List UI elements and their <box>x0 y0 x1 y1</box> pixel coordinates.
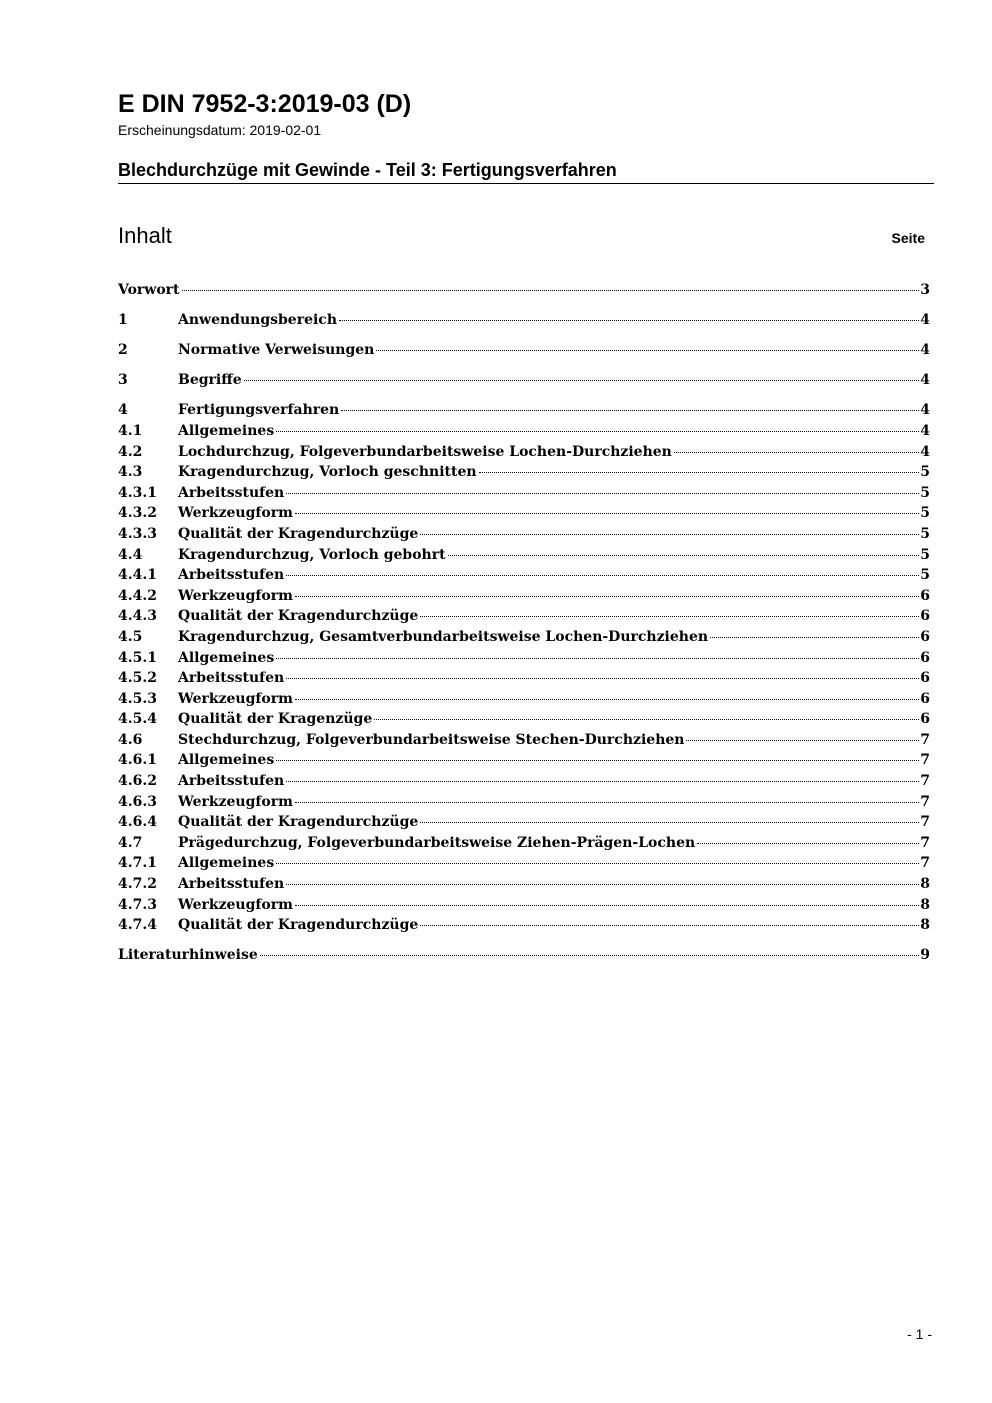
toc-entry-title: Kragendurchzug, Vorloch geschnitten <box>178 464 477 481</box>
toc-entry-number: 4.3.1 <box>118 484 157 501</box>
toc-entry-page: 7 <box>920 773 930 790</box>
toc-entry[interactable] <box>118 812 930 833</box>
toc-entry-title: Werkzeugform <box>178 690 293 707</box>
toc-entry-number: 4.7.3 <box>118 896 157 913</box>
toc-entry-page: 7 <box>920 855 930 872</box>
toc-heading: Inhalt <box>118 223 172 248</box>
toc-entry-page: 8 <box>920 896 930 913</box>
toc-entry-page: 6 <box>920 608 930 625</box>
toc-entry[interactable] <box>118 648 930 669</box>
toc-leader-dots <box>697 842 919 844</box>
toc-entry-number: 4.5.1 <box>118 649 157 666</box>
toc-entry-page: 8 <box>920 917 930 934</box>
toc-entry[interactable] <box>118 586 930 607</box>
toc-entry-title: Prägedurchzug, Folgeverbundarbeitsweise Ziehen-Prägen-Lochen <box>178 834 696 851</box>
toc-entry-number: 4.5.3 <box>118 690 157 707</box>
toc-entry-page: 4 <box>920 312 930 329</box>
toc-entry-number: 4.5.2 <box>118 670 157 687</box>
toc-entry-title: Qualität der Kragendurchzüge <box>178 608 419 625</box>
toc-entry[interactable] <box>118 280 930 301</box>
toc-entry[interactable] <box>118 627 930 648</box>
toc-entry[interactable] <box>118 895 930 916</box>
toc-entry-title: Vorwort <box>118 282 180 298</box>
toc-leader-dots <box>686 739 919 741</box>
toc-leader-dots <box>244 379 920 381</box>
toc-leader-dots <box>286 492 919 494</box>
toc-entry-title: Lochdurchzug, Folgeverbundarbeitsweise Lochen-Durchziehen <box>178 443 672 460</box>
toc-entry-number: 4.4.1 <box>118 567 157 584</box>
toc-entry[interactable] <box>118 853 930 874</box>
toc-entry-title: Qualität der Kragenzüge <box>178 711 373 728</box>
document-title: Blechdurchzüge mit Gewinde - Teil 3: Fertigungsverfahren <box>118 160 617 180</box>
toc-entry-number: 4.2 <box>118 443 143 460</box>
document-id: E DIN 7952-3:2019-03 (D) <box>118 90 412 118</box>
toc-entry-title: Allgemeines <box>178 422 275 439</box>
toc-entry[interactable] <box>118 503 930 524</box>
toc-leader-dots <box>420 615 919 617</box>
toc-entry-number: 4.5 <box>118 628 143 645</box>
toc-entry-number: 4.4.3 <box>118 608 157 625</box>
toc-entry-page: 6 <box>920 670 930 687</box>
toc-entry-page: 6 <box>920 690 930 707</box>
toc-leader-dots <box>420 821 919 823</box>
toc-entry-number: 4.1 <box>118 422 143 439</box>
toc-entry[interactable] <box>118 545 930 566</box>
toc-entry[interactable] <box>118 565 930 586</box>
toc-entry[interactable] <box>118 340 930 361</box>
toc-entry-number: 4.3.3 <box>118 525 157 542</box>
toc-entry-title: Fertigungsverfahren <box>178 402 340 419</box>
toc-entry[interactable] <box>118 771 930 792</box>
toc-entry-page: 6 <box>920 711 930 728</box>
publication-date: Erscheinungsdatum: 2019-02-01 <box>118 122 322 138</box>
toc-entry-number: 4.3.2 <box>118 505 157 522</box>
toc-entry[interactable] <box>118 483 930 504</box>
toc-entry-number: 3 <box>118 372 128 389</box>
toc-leader-dots <box>374 718 919 720</box>
toc-entry-title: Arbeitsstufen <box>178 876 285 893</box>
toc-leader-dots <box>420 533 919 535</box>
toc-entry[interactable] <box>118 442 930 463</box>
toc-leader-dots <box>286 883 919 885</box>
toc-entry-number: 4 <box>118 402 128 419</box>
toc-entry[interactable] <box>118 709 930 730</box>
toc-entry-page: 5 <box>920 567 930 584</box>
toc-leader-dots <box>341 409 919 411</box>
toc-leader-dots <box>295 801 919 803</box>
toc-entry-page: 5 <box>920 464 930 481</box>
toc-entry-number: 4.4.2 <box>118 587 157 604</box>
toc-entry-title: Begriffe <box>178 372 242 389</box>
toc-entry-title: Arbeitsstufen <box>178 773 285 790</box>
toc-entry[interactable] <box>118 945 930 966</box>
toc-entry[interactable] <box>118 874 930 895</box>
toc-entry-number: 4.6.1 <box>118 752 157 769</box>
toc-entry-title: Qualität der Kragendurchzüge <box>178 814 419 831</box>
toc-entry-title: Arbeitsstufen <box>178 484 285 501</box>
toc-leader-dots <box>420 924 919 926</box>
toc-page-column-label: Seite <box>891 230 925 246</box>
toc-entry-title: Allgemeines <box>178 649 275 666</box>
toc-entry-page: 4 <box>920 372 930 389</box>
toc-entry-number: 4.6.3 <box>118 793 157 810</box>
toc-entry-page: 7 <box>920 814 930 831</box>
toc-entry-number: 4.6.2 <box>118 773 157 790</box>
toc-entry-page: 3 <box>920 282 930 298</box>
toc-entry-page: 5 <box>920 505 930 522</box>
toc-entry-page: 5 <box>920 525 930 542</box>
title-divider <box>118 183 934 184</box>
toc-entry-page: 7 <box>920 752 930 769</box>
toc-entry-page: 9 <box>920 947 930 964</box>
toc-entry-page: 6 <box>920 649 930 666</box>
toc-entry-title: Anwendungsbereich <box>178 312 337 329</box>
toc-leader-dots <box>448 554 920 556</box>
toc-leader-dots <box>376 349 919 351</box>
toc-entry-page: 5 <box>920 484 930 501</box>
toc-entry-title: Arbeitsstufen <box>178 567 285 584</box>
toc-entry-title: Werkzeugform <box>178 896 293 913</box>
toc-entry-title: Kragendurchzug, Vorloch gebohrt <box>178 546 446 563</box>
toc-leader-dots <box>295 512 919 514</box>
toc-entry-title: Allgemeines <box>178 855 275 872</box>
toc-leader-dots <box>286 574 919 576</box>
toc-entry[interactable] <box>118 730 930 751</box>
toc-entry-title: Kragendurchzug, Gesamtverbundarbeitsweise Lochen-Durchziehen <box>178 628 709 645</box>
toc-entry[interactable] <box>118 668 930 689</box>
toc-entry-number: 4.7.2 <box>118 876 157 893</box>
toc-entry[interactable] <box>118 606 930 627</box>
toc-leader-dots <box>276 430 919 432</box>
toc-entry-title: Werkzeugform <box>178 587 293 604</box>
toc-entry-page: 4 <box>920 422 930 439</box>
toc-leader-dots <box>295 595 919 597</box>
toc-entry-page: 6 <box>920 628 930 645</box>
toc-entry-title: Stechdurchzug, Folgeverbundarbeitsweise Stechen-Durchziehen <box>178 731 685 748</box>
toc-leader-dots <box>295 904 919 906</box>
toc-entry[interactable] <box>118 421 930 442</box>
toc-leader-dots <box>479 471 920 473</box>
toc-leader-dots <box>182 289 920 291</box>
toc-leader-dots <box>286 677 919 679</box>
toc-entry-number: 4.4 <box>118 546 143 563</box>
toc-leader-dots <box>674 451 919 453</box>
toc-entry[interactable] <box>118 462 930 483</box>
toc-entry-title: Qualität der Kragendurchzüge <box>178 525 419 542</box>
toc-entry-number: 1 <box>118 312 128 329</box>
toc-entry[interactable] <box>118 400 930 421</box>
toc-leader-dots <box>339 319 919 321</box>
table-of-contents <box>118 280 930 966</box>
toc-leader-dots <box>260 954 920 956</box>
toc-entry-number: 4.6 <box>118 731 143 748</box>
toc-entry-page: 5 <box>920 546 930 563</box>
toc-entry-number: 4.5.4 <box>118 711 157 728</box>
toc-entry-title: Qualität der Kragendurchzüge <box>178 917 419 934</box>
toc-entry-title: Normative Verweisungen <box>178 342 375 359</box>
toc-entry-title: Literaturhinweise <box>118 947 258 964</box>
toc-entry-page: 7 <box>920 834 930 851</box>
toc-leader-dots <box>276 862 919 864</box>
toc-entry[interactable] <box>118 915 930 936</box>
toc-entry[interactable] <box>118 524 930 545</box>
toc-entry[interactable] <box>118 833 930 854</box>
toc-entry-number: 4.7.1 <box>118 855 157 872</box>
toc-entry-page: 7 <box>920 731 930 748</box>
toc-entry[interactable] <box>118 689 930 710</box>
toc-entry-title: Allgemeines <box>178 752 275 769</box>
toc-entry-number: 4.7 <box>118 834 143 851</box>
toc-entry[interactable] <box>118 370 930 391</box>
page-number: - 1 - <box>907 1326 932 1342</box>
toc-entry-page: 4 <box>920 402 930 419</box>
toc-leader-dots <box>710 636 919 638</box>
toc-entry-number: 4.3 <box>118 464 143 481</box>
toc-entry-number: 2 <box>118 342 128 359</box>
toc-entry-title: Werkzeugform <box>178 505 293 522</box>
toc-entry[interactable] <box>118 792 930 813</box>
toc-entry-title: Arbeitsstufen <box>178 670 285 687</box>
toc-entry[interactable] <box>118 310 930 331</box>
toc-entry[interactable] <box>118 750 930 771</box>
toc-leader-dots <box>286 780 919 782</box>
toc-entry-title: Werkzeugform <box>178 793 293 810</box>
toc-entry-page: 7 <box>920 793 930 810</box>
toc-entry-number: 4.7.4 <box>118 917 157 934</box>
toc-entry-page: 4 <box>920 342 930 359</box>
toc-entry-page: 8 <box>920 876 930 893</box>
toc-entry-number: 4.6.4 <box>118 814 157 831</box>
toc-entry-page: 6 <box>920 587 930 604</box>
toc-leader-dots <box>276 657 919 659</box>
toc-leader-dots <box>276 759 919 761</box>
toc-leader-dots <box>295 698 919 700</box>
toc-entry-page: 4 <box>920 443 930 460</box>
